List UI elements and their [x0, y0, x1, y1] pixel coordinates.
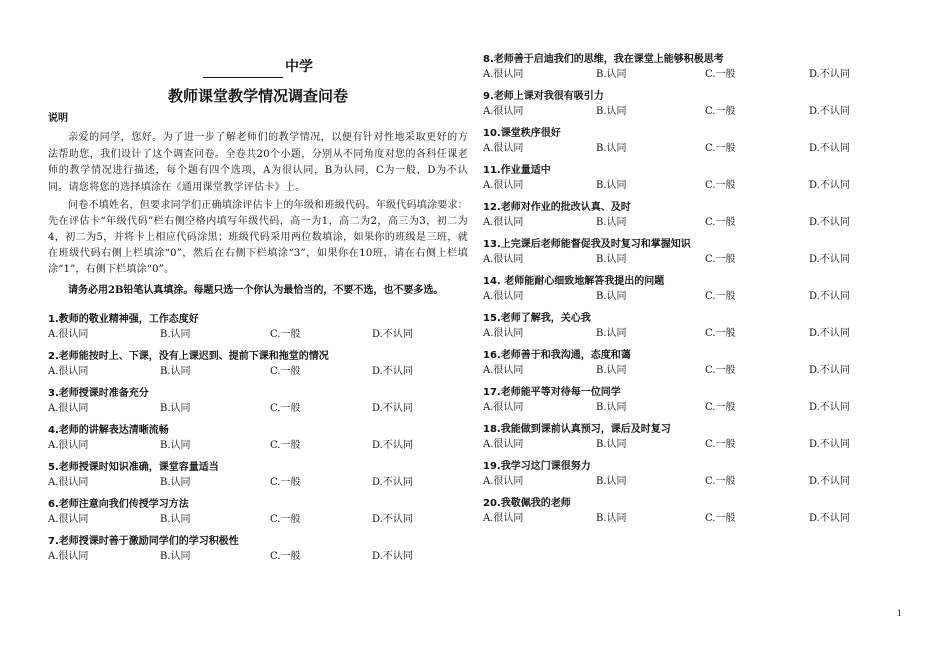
- option-d[interactable]: D.不认同: [809, 365, 850, 376]
- option-d[interactable]: D.不认同: [809, 513, 850, 524]
- option-c[interactable]: C.一般: [705, 217, 736, 228]
- option-a[interactable]: A.很认同: [483, 476, 524, 487]
- option-d[interactable]: D.不认同: [809, 402, 850, 413]
- option-a[interactable]: A.很认同: [483, 291, 524, 302]
- option-a[interactable]: A.很认同: [483, 513, 524, 524]
- option-row: [483, 252, 903, 267]
- option-b[interactable]: B.认同: [596, 402, 627, 413]
- question-text: 11.作业量适中: [483, 165, 551, 176]
- question-list-right: [483, 52, 903, 526]
- option-b[interactable]: B.认同: [596, 217, 627, 228]
- option-a[interactable]: A.很认同: [48, 366, 89, 377]
- option-b[interactable]: B.认同: [596, 143, 627, 154]
- option-row: [483, 289, 903, 304]
- option-c[interactable]: C.一般: [705, 69, 736, 80]
- question-list-left: [48, 312, 468, 564]
- option-row: [48, 438, 468, 453]
- question-text: 18.我能做到课前认真预习，课后及时复习: [483, 424, 671, 435]
- option-row: [483, 141, 903, 156]
- option-b[interactable]: B.认同: [160, 514, 191, 525]
- option-c[interactable]: C.一般: [705, 254, 736, 265]
- instruction-note: 请务必用2B铅笔认真填涂。每题只选一个你认为最恰当的，不要不选，也不要多选。: [68, 285, 444, 296]
- option-a[interactable]: A.很认同: [48, 440, 89, 451]
- option-b[interactable]: B.认同: [596, 439, 627, 450]
- option-row: [483, 178, 903, 193]
- option-row: [48, 327, 468, 342]
- option-a[interactable]: A.很认同: [483, 254, 524, 265]
- option-b[interactable]: B.认同: [596, 106, 627, 117]
- option-b[interactable]: B.认同: [160, 403, 191, 414]
- option-c[interactable]: C.一般: [270, 440, 301, 451]
- intro-paragraph-2: 问卷不填姓名，但要求同学们正确填涂评估卡上的年级和班级代码。年级代码填涂要求：先在评估卡“年级代码”栏右侧空格内填写年级代码，高一为1，高二为2，高三为3，初二为4，初二为5，并将卡上相应代码涂黑；班级代码采用两位数填涂，如果你的班级是三班，就在班级代码右侧上栏填涂“0”，然后在右侧下栏填涂“3”，如果你在10班，请在右侧上栏填涂“1”，右侧下栏填涂“0”。: [48, 200, 468, 275]
- option-a[interactable]: A.很认同: [483, 365, 524, 376]
- question-text: 8.老师善于启迪我们的思维，我在课堂上能够积极思考: [483, 54, 724, 65]
- question-text: 15.老师了解我，关心我: [483, 313, 591, 324]
- option-d[interactable]: D.不认同: [809, 291, 850, 302]
- option-a[interactable]: A.很认同: [483, 217, 524, 228]
- option-b[interactable]: B.认同: [160, 329, 191, 340]
- option-row: [48, 364, 468, 379]
- option-row: [48, 475, 468, 490]
- option-d[interactable]: D.不认同: [372, 551, 413, 562]
- question-text: 3.老师授课时准备充分: [48, 388, 149, 399]
- option-c[interactable]: C.一般: [705, 513, 736, 524]
- question-text: 6.老师注意向我们传授学习方法: [48, 499, 189, 510]
- option-b[interactable]: B.认同: [160, 477, 191, 488]
- option-d[interactable]: D.不认同: [372, 329, 413, 340]
- option-d[interactable]: D.不认同: [809, 476, 850, 487]
- question-text: 7.老师授课时善于激励同学们的学习积极性: [48, 536, 239, 547]
- school-name-blank[interactable]: [203, 63, 283, 78]
- option-d[interactable]: D.不认同: [372, 403, 413, 414]
- option-c[interactable]: C.一般: [705, 143, 736, 154]
- option-a[interactable]: A.很认同: [483, 143, 524, 154]
- option-c[interactable]: C.一般: [705, 402, 736, 413]
- question-text: 2.老师能按时上、下课，没有上课迟到、提前下课和拖堂的情况: [48, 351, 329, 362]
- option-d[interactable]: D.不认同: [809, 328, 850, 339]
- option-a[interactable]: A.很认同: [48, 514, 89, 525]
- option-b[interactable]: B.认同: [596, 476, 627, 487]
- left-column: [48, 56, 468, 571]
- option-row: [483, 474, 903, 489]
- option-a[interactable]: A.很认同: [483, 69, 524, 80]
- option-b[interactable]: B.认同: [596, 513, 627, 524]
- option-d[interactable]: D.不认同: [372, 477, 413, 488]
- option-row: [483, 400, 903, 415]
- option-c[interactable]: C.一般: [705, 106, 736, 117]
- option-d[interactable]: D.不认同: [809, 180, 850, 191]
- option-row: [48, 549, 468, 564]
- option-row: [483, 215, 903, 230]
- question-text: 19.我学习这门课很努力: [483, 461, 591, 472]
- option-a[interactable]: A.很认同: [483, 328, 524, 339]
- school-name-line: [48, 56, 468, 78]
- option-row: [483, 67, 903, 82]
- option-row: [483, 437, 903, 452]
- option-c[interactable]: C.一般: [705, 180, 736, 191]
- option-d[interactable]: D.不认同: [372, 366, 413, 377]
- right-column: [483, 52, 903, 533]
- option-c[interactable]: C.一般: [270, 329, 301, 340]
- option-row: [483, 363, 903, 378]
- question-text: 12.老师对作业的批改认真、及时: [483, 202, 631, 213]
- question-text: 17.老师能平等对待每一位同学: [483, 387, 621, 398]
- question-text: 16.老师善于和我沟通，态度和蔼: [483, 350, 631, 361]
- option-b[interactable]: B.认同: [160, 440, 191, 451]
- option-c[interactable]: C.一般: [705, 476, 736, 487]
- option-c[interactable]: C.一般: [705, 328, 736, 339]
- option-b[interactable]: B.认同: [596, 328, 627, 339]
- option-b[interactable]: B.认同: [596, 291, 627, 302]
- option-d[interactable]: D.不认同: [809, 439, 850, 450]
- option-d[interactable]: D.不认同: [809, 69, 850, 80]
- question-text: 10.课堂秩序很好: [483, 128, 561, 139]
- option-row: [483, 326, 903, 341]
- option-d[interactable]: D.不认同: [372, 440, 413, 451]
- option-d[interactable]: D.不认同: [809, 106, 850, 117]
- question-text: 13.上完课后老师能督促我及时复习和掌握知识: [483, 239, 691, 250]
- option-a[interactable]: A.很认同: [48, 551, 89, 562]
- option-c[interactable]: C.一般: [270, 551, 301, 562]
- option-b[interactable]: B.认同: [596, 180, 627, 191]
- question-text: 1.教师的敬业精神强，工作态度好: [48, 314, 199, 325]
- question-text: 9.老师上课对我很有吸引力: [483, 91, 604, 102]
- option-row: [483, 104, 903, 119]
- option-d[interactable]: D.不认同: [809, 143, 850, 154]
- option-a[interactable]: A.很认同: [48, 403, 89, 414]
- page-number: 1: [896, 609, 902, 618]
- option-c[interactable]: C.一般: [270, 403, 301, 414]
- option-a[interactable]: A.很认同: [48, 329, 89, 340]
- option-c[interactable]: C.一般: [705, 439, 736, 450]
- option-c[interactable]: C.一般: [270, 366, 301, 377]
- question-text: 4.老师的讲解表达清晰流畅: [48, 425, 169, 436]
- option-a[interactable]: A.很认同: [483, 402, 524, 413]
- intro-paragraph-1: 亲爱的同学，您好。为了进一步了解老师们的教学情况，以便有针对性地采取更好的方法帮助您，我们设计了这个调查问卷。全卷共20个小题，分别从不同角度对您的各科任课老师的教学情况进行描述，每个题有四个选项，A为很认同，B为认同，C为一般，D为不认同。请您将您的选择填涂在《通用课堂教学评估卡》上。: [48, 132, 468, 193]
- option-b[interactable]: B.认同: [596, 69, 627, 80]
- option-a[interactable]: A.很认同: [48, 477, 89, 488]
- option-b[interactable]: B.认同: [596, 365, 627, 376]
- option-b[interactable]: B.认同: [596, 254, 627, 265]
- option-c[interactable]: C.一般: [705, 365, 736, 376]
- question-text: 14. 老师能耐心细致地解答我提出的问题: [483, 276, 665, 287]
- option-row: [48, 512, 468, 527]
- option-a[interactable]: A.很认同: [483, 180, 524, 191]
- option-b[interactable]: B.认同: [160, 551, 191, 562]
- option-c[interactable]: C.一般: [270, 514, 301, 525]
- option-c[interactable]: C.一般: [705, 291, 736, 302]
- option-c[interactable]: C.一般: [270, 477, 301, 488]
- option-row: [48, 401, 468, 416]
- option-d[interactable]: D.不认同: [809, 217, 850, 228]
- option-a[interactable]: A.很认同: [483, 439, 524, 450]
- question-text: 20.我敬佩我的老师: [483, 498, 571, 509]
- option-a[interactable]: A.很认同: [483, 106, 524, 117]
- option-d[interactable]: D.不认同: [372, 514, 413, 525]
- question-text: 5.老师授课时知识准确，课堂容量适当: [48, 462, 219, 473]
- option-row: [483, 511, 903, 526]
- page-title: 教师课堂教学情况调查问卷: [167, 87, 348, 105]
- intro-label: 说明: [48, 113, 68, 124]
- school-suffix: 中学: [285, 59, 313, 75]
- option-b[interactable]: B.认同: [160, 366, 191, 377]
- option-d[interactable]: D.不认同: [809, 254, 850, 265]
